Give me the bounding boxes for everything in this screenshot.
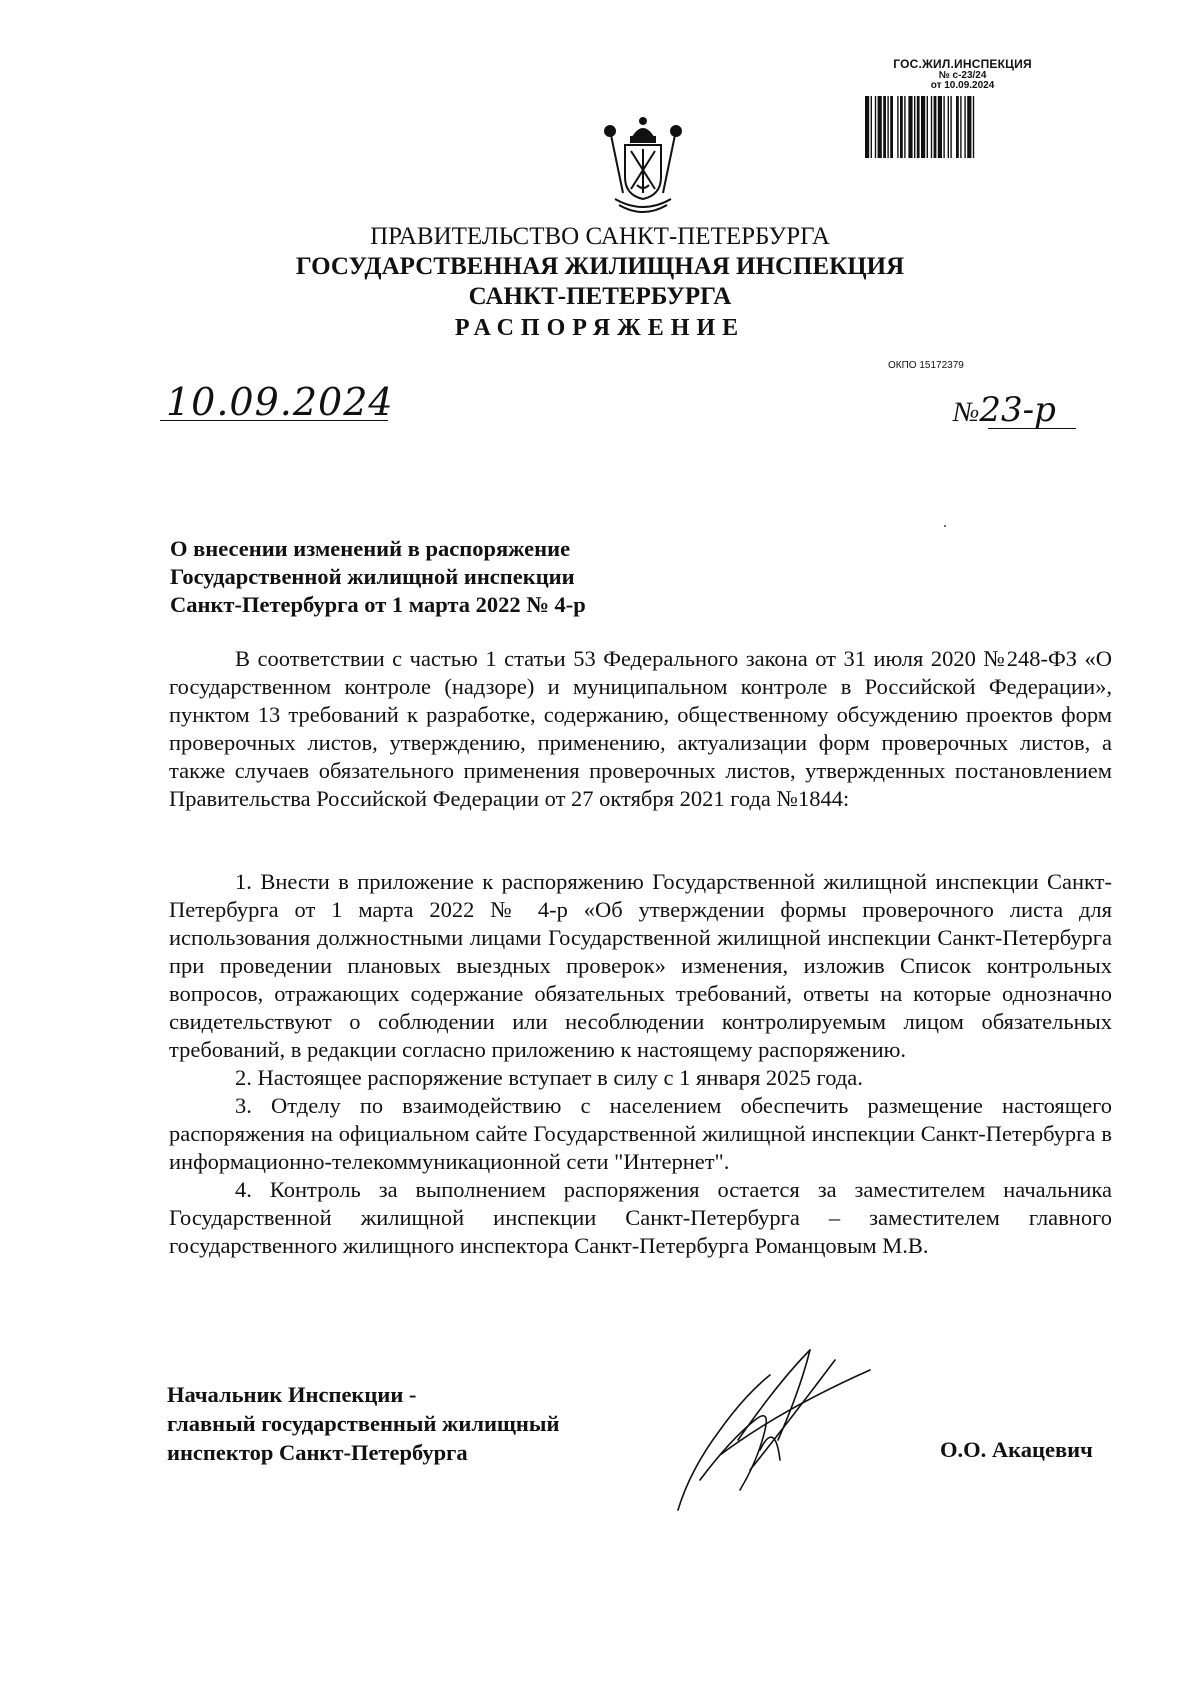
barcode-icon: [863, 96, 1063, 158]
handwritten-date: 10.09.2024: [166, 380, 394, 424]
signatory-name: О.О. Акацевич: [940, 1437, 1093, 1462]
preamble-paragraph: В соответствии с частью 1 статьи 53 Федерального закона от 31 июля 2020 №248-ФЗ «О государственном контроле (надзоре) и муниципальном контроле в Российской Федерации», пунктом 13 требований к разработке, содержанию, общественному обсуждению проектов форм проверочных листов, утверждению, применению, актуализации форм проверочных листов, а также случаев обязательного применения проверочных листов, утвержденных постановлением Правительства Российской Федерации от 27 октября 2021 года №1844:: [169, 646, 1112, 811]
speck: [944, 525, 946, 527]
signatory-title: [167, 1380, 559, 1467]
saint-petersburg-coat-of-arms-icon: [597, 115, 689, 215]
okpo-code: ОКПО 15172379: [888, 360, 964, 371]
document-number: [953, 390, 1056, 430]
document-type: РАСПОРЯЖЕНИЕ: [454, 315, 746, 341]
order-item-1: 1. Внести в приложение к распоряжению Государственной жилищной инспекции Санкт-Петербурга от 1 марта 2022 № 4-р «Об утверждении формы проверочного листа для использования должностными лицами Государственной жилищной инспекции Санкт-Петербурга при проведении плановых выездных проверок» изменения, изложив Список контрольных вопросов, отражающих содержание обязательных требований, ответы на которые однозначно свидетельствуют о соблюдении или несоблюдении контролируемым лицом обязательных требований, в редакции согласно приложению к настоящему распоряжению.: [169, 869, 1112, 1062]
inspection-name-line2: САНКТ-ПЕТЕРБУРГА: [468, 283, 732, 310]
number-sign: №: [953, 397, 980, 428]
inspection-name-line1: ГОСУДАРСТВЕННАЯ ЖИЛИЩНАЯ ИНСПЕКЦИЯ: [295, 253, 905, 280]
order-items: [169, 868, 1112, 1260]
order-item-4: 4. Контроль за выполнением распоряжения остается за заместителем начальника Государственной жилищной инспекции Санкт-Петербурга – заместителем главного государственного жилищного инспектора Санкт-Петербурга Романцовым М.В.: [169, 1177, 1112, 1258]
document-header: [0, 222, 1200, 344]
order-item-2: 2. Настоящее распоряжение вступает в силу с 1 января 2025 года.: [235, 1065, 863, 1090]
signatory-title-line2: главный государственный жилищный: [167, 1411, 560, 1436]
subject-line3: Санкт-Петербурга от 1 марта 2022 № 4-р: [170, 592, 586, 617]
number-underline: [988, 428, 1076, 429]
order-item-3: 3. Отделу по взаимодействию с населением обеспечить размещение настоящего распоряжения на официальном сайте Государственной жилищной инспекции Санкт-Петербурга в информационно-телекоммуникационной сети "Интернет".: [169, 1093, 1112, 1174]
subject-line1: О внесении изменений в распоряжение: [170, 536, 571, 561]
registration-stamp: [855, 58, 1070, 158]
document-subject: [170, 535, 870, 619]
handwritten-signature-icon: [660, 1320, 880, 1520]
subject-line2: Государственной жилищной инспекции: [170, 564, 575, 589]
signatory-title-line3: инспектор Санкт-Петербурга: [167, 1440, 468, 1465]
government-name: ПРАВИТЕЛЬСТВО САНКТ-ПЕТЕРБУРГА: [370, 223, 830, 250]
stamp-number: № с-23/24: [938, 69, 987, 81]
stamp-org: ГОС.ЖИЛ.ИНСПЕКЦИЯ: [893, 57, 1032, 71]
handwritten-number: 23-р: [979, 390, 1056, 430]
signatory-title-line1: Начальник Инспекции -: [167, 1382, 417, 1407]
stamp-date: от 10.09.2024: [930, 80, 995, 92]
date-underline: [160, 420, 388, 421]
